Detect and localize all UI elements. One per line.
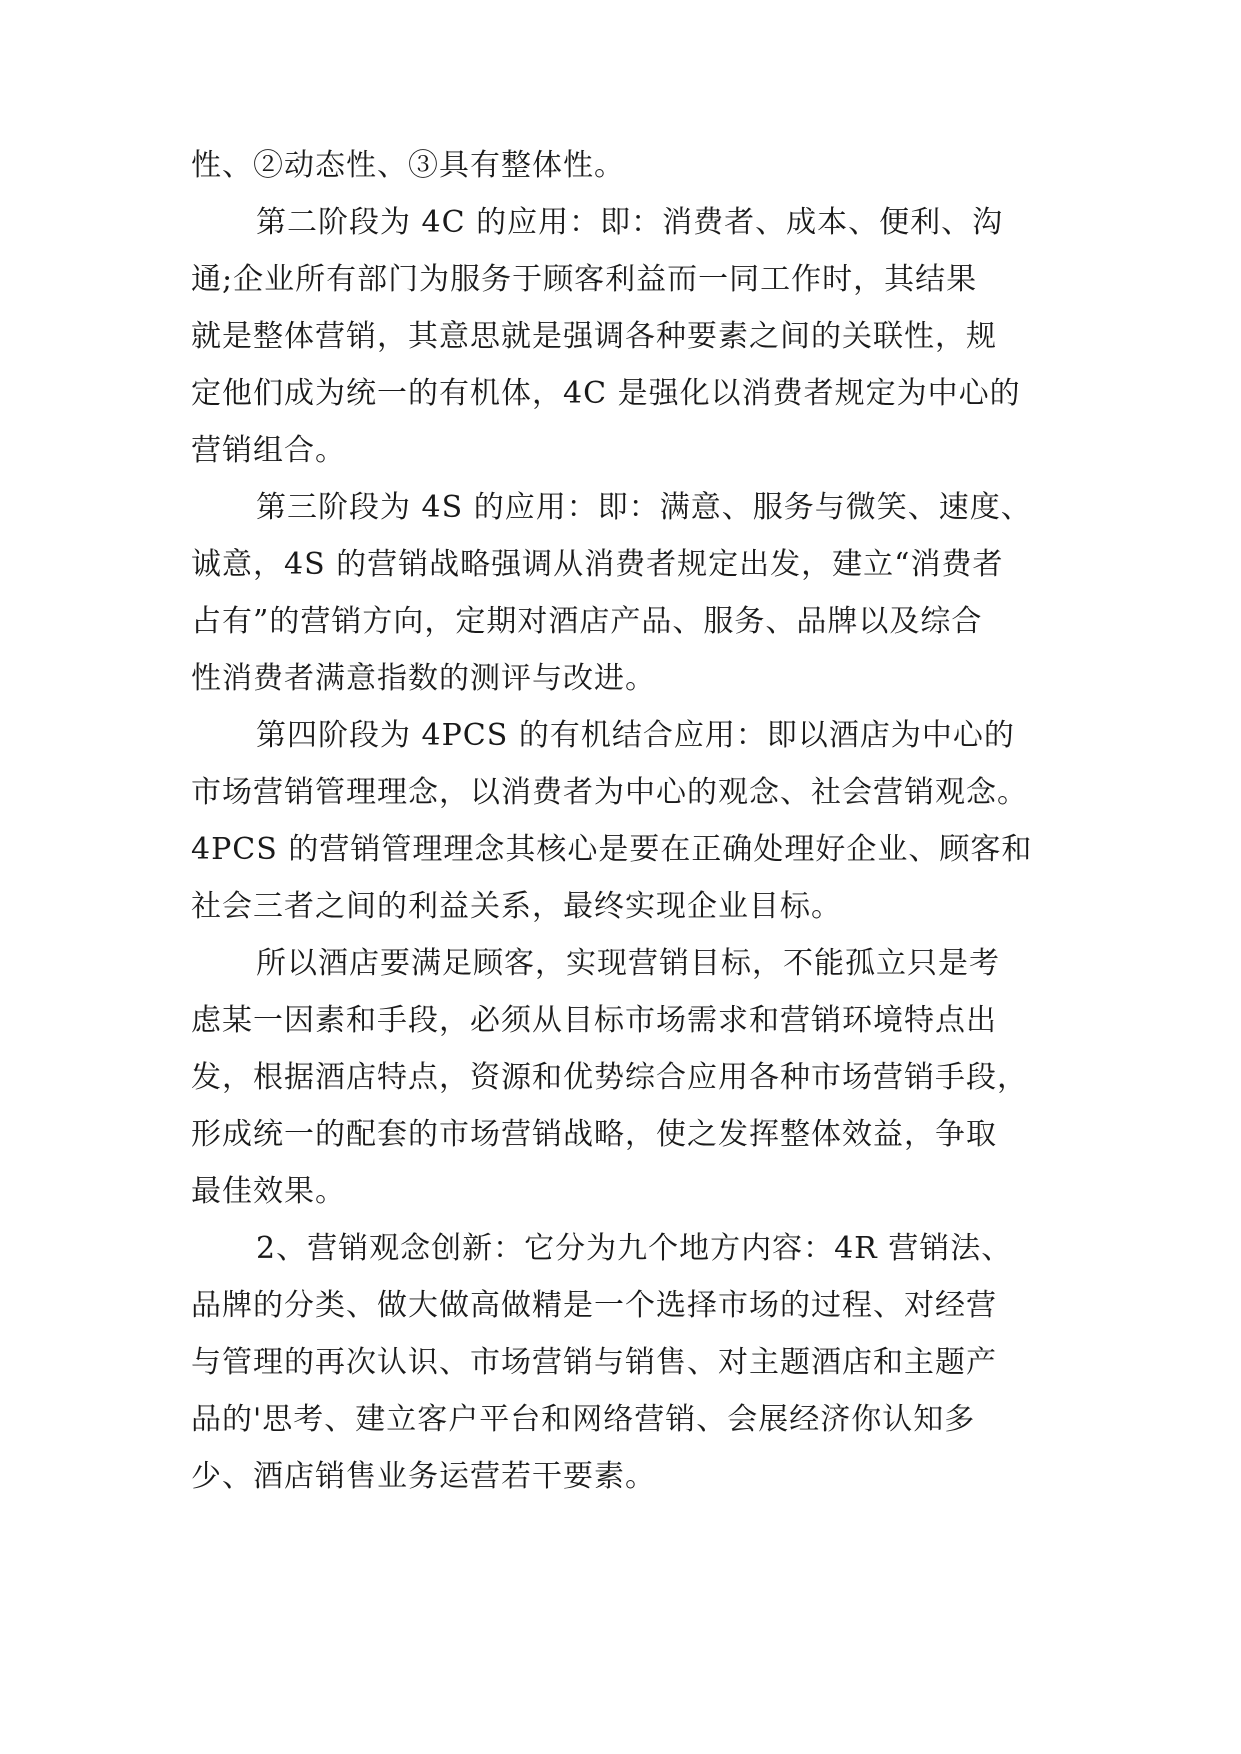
text-line: 最佳效果。	[191, 1174, 346, 1209]
text-line: 4PCS 的营销管理理念其核心是要在正确处理好企业、顾客和	[191, 832, 1033, 867]
text-line: 性消费者满意指数的测评与改进。	[191, 661, 656, 696]
text-line: 通;企业所有部门为服务于顾客利益而一同工作时，其结果	[191, 262, 978, 297]
text-line: 定他们成为统一的有机体，4C 是强化以消费者规定为中心的	[191, 376, 1021, 411]
paragraph-start: 2、营销观念创新：它分为九个地方内容：4R 营销法、	[256, 1231, 1013, 1266]
text-line: 与管理的再次认识、市场营销与销售、对主题酒店和主题产	[191, 1345, 997, 1380]
text-line: 性、②动态性、③具有整体性。	[191, 148, 625, 183]
paragraph-start: 第四阶段为 4PCS 的有机结合应用：即以酒店为中心的	[256, 718, 1015, 753]
text-line: 营销组合。	[191, 433, 346, 468]
text-line: 品牌的分类、做大做高做精是一个选择市场的过程、对经营	[191, 1288, 997, 1323]
paragraph-start: 第二阶段为 4C 的应用：即：消费者、成本、便利、沟	[256, 205, 1004, 240]
text-line: 占有”的营销方向，定期对酒店产品、服务、品牌以及综合	[191, 604, 983, 639]
text-line: 虑某一因素和手段，必须从目标市场需求和营销环境特点出	[191, 1003, 997, 1038]
text-line: 诚意，4S 的营销战略强调从消费者规定出发，建立“消费者	[191, 547, 1004, 582]
text-line: 少、酒店销售业务运营若干要素。	[191, 1459, 656, 1494]
paragraph-start: 所以酒店要满足顾客，实现营销目标，不能孤立只是考	[256, 946, 1000, 981]
text-line: 发，根据酒店特点，资源和优势综合应用各种市场营销手段，	[191, 1060, 1028, 1095]
text-line: 市场营销管理理念，以消费者为中心的观念、社会营销观念。	[191, 775, 1028, 810]
text-line: 形成统一的配套的市场营销战略，使之发挥整体效益，争取	[191, 1117, 997, 1152]
text-line: 就是整体营销，其意思就是强调各种要素之间的关联性，规	[191, 319, 997, 354]
text-line: 品的'思考、建立客户平台和网络营销、会展经济你认知多	[191, 1402, 976, 1437]
text-line: 社会三者之间的利益关系，最终实现企业目标。	[191, 889, 842, 924]
paragraph-start: 第三阶段为 4S 的应用：即：满意、服务与微笑、速度、	[256, 490, 1032, 525]
